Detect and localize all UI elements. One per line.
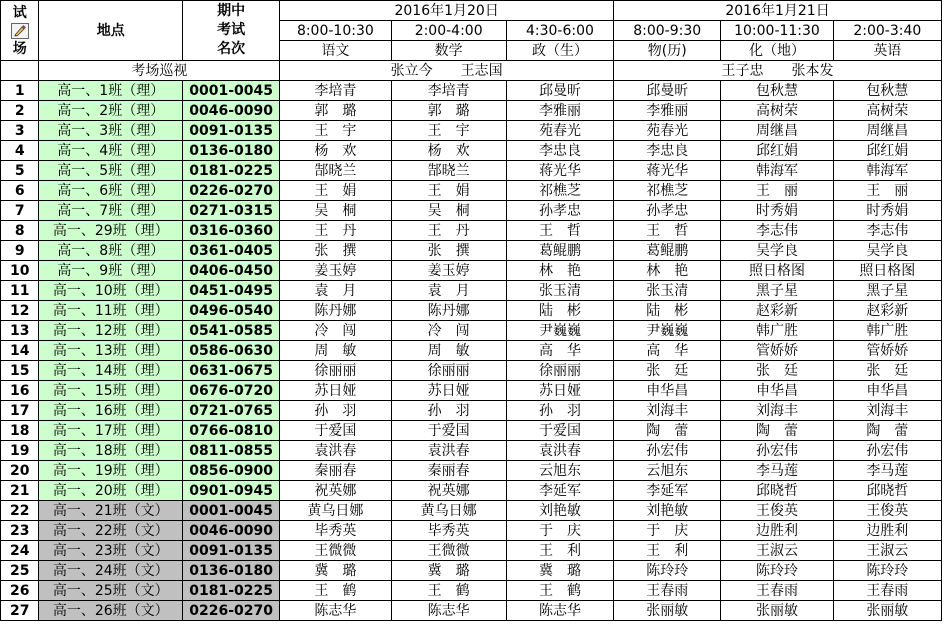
class-location: 高一、26班（文）: [39, 601, 183, 621]
proctor-name: 周 敏: [280, 341, 391, 361]
proctor-name: 苑春光: [506, 121, 613, 141]
room-number: 3: [1, 121, 39, 141]
proctor-name: 王春雨: [833, 581, 941, 601]
subject-header: 化（地）: [721, 41, 833, 61]
proctor-name: 陈丹娜: [391, 301, 506, 321]
rank-range: 0451-0495: [183, 281, 280, 301]
time-slot: 8:00-10:30: [280, 21, 391, 41]
exam-room-header-cell: [1, 1, 39, 61]
proctor-name: 苏日娅: [280, 381, 391, 401]
room-number: 7: [1, 201, 39, 221]
patrol-day2: 王子忠 张本发: [614, 61, 942, 81]
proctor-name: 高树荣: [833, 101, 941, 121]
table-row: [1, 181, 942, 201]
room-number: 5: [1, 161, 39, 181]
proctor-name: 孙宏伟: [614, 441, 721, 461]
proctor-name: 郭 璐: [280, 101, 391, 121]
class-location: 高一、17班（理）: [39, 421, 183, 441]
proctor-name: 黑子星: [833, 281, 941, 301]
proctor-name: 陈志华: [280, 601, 391, 621]
proctor-name: 苏日娅: [391, 381, 506, 401]
proctor-name: 于爱国: [391, 421, 506, 441]
proctor-name: 袁洪春: [280, 441, 391, 461]
proctor-name: 冀 璐: [391, 561, 506, 581]
table-row: [1, 301, 942, 321]
class-location: 高一、10班（理）: [39, 281, 183, 301]
proctor-name: 王 鹤: [506, 581, 613, 601]
class-location: 高一、6班（理）: [39, 181, 183, 201]
class-location: 高一、12班（理）: [39, 321, 183, 341]
proctor-name: 徐丽丽: [506, 361, 613, 381]
room-number: 9: [1, 241, 39, 261]
rank-range: 0136-0180: [183, 141, 280, 161]
proctor-name: 葛鲲鹏: [614, 241, 721, 261]
proctor-name: 李志伟: [721, 221, 833, 241]
proctor-name: 申华昌: [833, 381, 941, 401]
proctor-name: 高 华: [614, 341, 721, 361]
proctor-name: 郜晓兰: [280, 161, 391, 181]
proctor-name: 周继昌: [721, 121, 833, 141]
table-row: [1, 221, 942, 241]
proctor-name: 李延军: [506, 481, 613, 501]
proctor-name: 陈玲玲: [721, 561, 833, 581]
proctor-name: 邱曼昕: [506, 81, 613, 101]
proctor-name: 王 丹: [280, 221, 391, 241]
proctor-name: 王 利: [614, 541, 721, 561]
proctor-name: 陈玲玲: [614, 561, 721, 581]
time-slot: 2:00-3:40: [833, 21, 941, 41]
proctor-name: 张丽敏: [721, 601, 833, 621]
room-number: 23: [1, 521, 39, 541]
proctor-name: 周 敏: [391, 341, 506, 361]
proctor-name: 祁樵芝: [506, 181, 613, 201]
proctor-name: 王微微: [280, 541, 391, 561]
table-row: [1, 481, 942, 501]
table-row: [1, 141, 942, 161]
midterm-label: 期中: [217, 3, 246, 19]
class-location: 高一、9班（理）: [39, 261, 183, 281]
proctor-name: 王 鹤: [280, 581, 391, 601]
room-number: 8: [1, 221, 39, 241]
rank-range: 0721-0765: [183, 401, 280, 421]
class-location: 高一、11班（理）: [39, 301, 183, 321]
class-location: 高一、13班（理）: [39, 341, 183, 361]
class-location: 高一、15班（理）: [39, 381, 183, 401]
room-number: 20: [1, 461, 39, 481]
table-row: [1, 261, 942, 281]
proctor-name: 秦丽春: [391, 461, 506, 481]
proctor-name: 邱红娟: [721, 141, 833, 161]
class-location: 高一、21班（文）: [39, 501, 183, 521]
proctor-name: 蒋光华: [506, 161, 613, 181]
proctor-name: 张 撰: [280, 241, 391, 261]
proctor-name: 邱晓哲: [721, 481, 833, 501]
proctor-name: 张玉清: [614, 281, 721, 301]
rank-range: 0091-0135: [183, 121, 280, 141]
pen-icon: [11, 23, 29, 39]
proctor-name: 冀 璐: [506, 561, 613, 581]
blank-cell: [1, 61, 39, 81]
proctor-name: 张 廷: [614, 361, 721, 381]
proctor-name: 王微微: [391, 541, 506, 561]
proctor-name: 王 宇: [391, 121, 506, 141]
rank-range: 0136-0180: [183, 561, 280, 581]
proctor-name: 尹巍巍: [614, 321, 721, 341]
proctor-name: 王 娟: [391, 181, 506, 201]
proctor-name: 邱晓哲: [833, 481, 941, 501]
proctor-name: 陶 蕾: [721, 421, 833, 441]
table-row: [1, 521, 942, 541]
proctor-name: 李培青: [391, 81, 506, 101]
table-row: [1, 201, 942, 221]
class-location: 高一、20班（理）: [39, 481, 183, 501]
proctor-name: 徐丽丽: [391, 361, 506, 381]
proctor-name: 姜玉婷: [280, 261, 391, 281]
rank-range: 0631-0675: [183, 361, 280, 381]
table-row: [1, 161, 942, 181]
rank-range: 0541-0585: [183, 321, 280, 341]
subject-header: 英语: [833, 41, 941, 61]
proctor-name: 王 哲: [506, 221, 613, 241]
table-row: [1, 421, 942, 441]
time-slot: 8:00-9:30: [614, 21, 721, 41]
proctor-name: 王俊英: [833, 501, 941, 521]
proctor-name: 韩海军: [833, 161, 941, 181]
proctor-name: 苑春光: [614, 121, 721, 141]
proctor-name: 云旭东: [614, 461, 721, 481]
class-location: 高一、7班（理）: [39, 201, 183, 221]
proctor-name: 葛鲲鹏: [506, 241, 613, 261]
proctor-name: 刘海丰: [721, 401, 833, 421]
class-location: 高一、4班（理）: [39, 141, 183, 161]
proctor-name: 于爱国: [506, 421, 613, 441]
rank-range: 0586-0630: [183, 341, 280, 361]
exam-label: 考试: [217, 22, 246, 38]
rank-range: 0496-0540: [183, 301, 280, 321]
subject-header: 物(历): [614, 41, 721, 61]
class-location: 高一、16班（理）: [39, 401, 183, 421]
time-slot: 2:00-4:00: [391, 21, 506, 41]
proctor-name: 刘艳敏: [506, 501, 613, 521]
proctor-name: 于 庆: [506, 521, 613, 541]
table-row: [1, 241, 942, 261]
rank-label: 名次: [217, 41, 246, 57]
room-number: 15: [1, 361, 39, 381]
room-number: 27: [1, 601, 39, 621]
proctor-name: 祝英娜: [280, 481, 391, 501]
proctor-name: 王 哲: [614, 221, 721, 241]
proctor-name: 袁洪春: [391, 441, 506, 461]
proctor-name: 刘艳敏: [614, 501, 721, 521]
proctor-name: 云旭东: [506, 461, 613, 481]
proctor-name: 管娇娇: [721, 341, 833, 361]
proctor-name: 高树荣: [721, 101, 833, 121]
proctor-name: 蒋光华: [614, 161, 721, 181]
proctor-name: 吴学良: [721, 241, 833, 261]
proctor-name: 陶 蕾: [614, 421, 721, 441]
room-number: 18: [1, 421, 39, 441]
table-row: [1, 561, 942, 581]
proctor-name: 徐丽丽: [280, 361, 391, 381]
exam-room-label-bottom: 场: [12, 40, 27, 57]
room-number: 14: [1, 341, 39, 361]
proctor-name: 韩广胜: [833, 321, 941, 341]
class-location: 高一、18班（理）: [39, 441, 183, 461]
proctor-name: 林 艳: [506, 261, 613, 281]
table-row: [1, 441, 942, 461]
proctor-name: 祝英娜: [391, 481, 506, 501]
proctor-name: 杨 欢: [280, 141, 391, 161]
proctor-name: 李马莲: [721, 461, 833, 481]
proctor-name: 冷 闯: [391, 321, 506, 341]
rank-range: 0181-0225: [183, 581, 280, 601]
time-slot: 10:00-11:30: [721, 21, 833, 41]
rank-range: 0811-0855: [183, 441, 280, 461]
table-row: [1, 281, 942, 301]
room-number: 1: [1, 81, 39, 101]
proctor-name: 张 撰: [391, 241, 506, 261]
proctor-name: 王 丹: [391, 221, 506, 241]
proctor-name: 李马莲: [833, 461, 941, 481]
class-location: 高一、14班（理）: [39, 361, 183, 381]
class-location: 高一、8班（理）: [39, 241, 183, 261]
proctor-name: 周继昌: [833, 121, 941, 141]
rank-range: 0226-0270: [183, 601, 280, 621]
proctor-name: 李雅丽: [614, 101, 721, 121]
proctor-name: 陈志华: [391, 601, 506, 621]
proctor-name: 王 宇: [280, 121, 391, 141]
subject-header: 政（生）: [506, 41, 613, 61]
table-row: [1, 501, 942, 521]
proctor-name: 张 廷: [721, 361, 833, 381]
proctor-name: 赵彩新: [721, 301, 833, 321]
proctor-name: 王俊英: [721, 501, 833, 521]
proctor-name: 孙宏伟: [721, 441, 833, 461]
class-location: 高一、29班（理）: [39, 221, 183, 241]
proctor-name: 李忠良: [506, 141, 613, 161]
proctor-name: 毕秀英: [280, 521, 391, 541]
proctor-name: 陈玲玲: [833, 561, 941, 581]
proctor-name: 于爱国: [280, 421, 391, 441]
proctor-name: 王 丽: [833, 181, 941, 201]
place-header: 地点: [39, 1, 183, 61]
table-row: [1, 321, 942, 341]
table-row: [1, 361, 942, 381]
table-row: [1, 541, 942, 561]
subject-header: 语文: [280, 41, 391, 61]
proctor-name: 李雅丽: [506, 101, 613, 121]
rank-range: 0001-0045: [183, 81, 280, 101]
rank-range: 0046-0090: [183, 101, 280, 121]
proctor-name: 袁洪春: [506, 441, 613, 461]
proctor-name: 韩海军: [721, 161, 833, 181]
proctor-name: 孙孝忠: [506, 201, 613, 221]
proctor-name: 祁樵芝: [614, 181, 721, 201]
proctor-name: 袁 月: [280, 281, 391, 301]
proctor-name: 陆 彬: [506, 301, 613, 321]
class-location: 高一、5班（理）: [39, 161, 183, 181]
rank-range: 0676-0720: [183, 381, 280, 401]
table-row: [1, 341, 942, 361]
proctor-name: 赵彩新: [833, 301, 941, 321]
midterm-rank-header: [183, 1, 280, 61]
proctor-name: 张 廷: [833, 361, 941, 381]
proctor-name: 陈志华: [506, 601, 613, 621]
proctor-name: 黄乌日娜: [280, 501, 391, 521]
proctor-name: 时秀娟: [721, 201, 833, 221]
table-row: [1, 581, 942, 601]
proctor-name: 黄乌日娜: [391, 501, 506, 521]
proctor-name: 郭 璐: [391, 101, 506, 121]
proctor-name: 边胜利: [833, 521, 941, 541]
proctor-name: 申华昌: [614, 381, 721, 401]
proctor-name: 照日格图: [833, 261, 941, 281]
proctor-name: 张玉清: [506, 281, 613, 301]
rank-range: 0406-0450: [183, 261, 280, 281]
proctor-name: 吴学良: [833, 241, 941, 261]
proctor-name: 邱曼昕: [614, 81, 721, 101]
proctor-name: 边胜利: [721, 521, 833, 541]
proctor-name: 刘海丰: [833, 401, 941, 421]
proctor-name: 陈丹娜: [280, 301, 391, 321]
proctor-name: 管娇娇: [833, 341, 941, 361]
proctor-name: 王淑云: [833, 541, 941, 561]
proctor-name: 照日格图: [721, 261, 833, 281]
proctor-name: 申华昌: [721, 381, 833, 401]
proctor-name: 李延军: [614, 481, 721, 501]
rank-range: 0766-0810: [183, 421, 280, 441]
room-number: 17: [1, 401, 39, 421]
rank-range: 0226-0270: [183, 181, 280, 201]
table-row: [1, 121, 942, 141]
date-day1: 2016年1月20日: [280, 1, 614, 21]
proctor-name: 王 利: [506, 541, 613, 561]
table-row: [1, 601, 942, 621]
table-row: [1, 401, 942, 421]
patrol-label: 考场巡视: [39, 61, 280, 81]
room-number: 10: [1, 261, 39, 281]
exam-room-label-top: 试: [12, 4, 27, 21]
table-row: [1, 381, 942, 401]
proctor-name: 包秋慧: [721, 81, 833, 101]
proctor-name: 孙宏伟: [833, 441, 941, 461]
room-number: 25: [1, 561, 39, 581]
proctor-name: 王 娟: [280, 181, 391, 201]
proctor-name: 张丽敏: [833, 601, 941, 621]
proctor-name: 林 艳: [614, 261, 721, 281]
proctor-name: 李忠良: [614, 141, 721, 161]
proctor-name: 杨 欢: [391, 141, 506, 161]
rank-range: 0046-0090: [183, 521, 280, 541]
class-location: 高一、22班（文）: [39, 521, 183, 541]
class-location: 高一、2班（理）: [39, 101, 183, 121]
proctor-name: 孙 羽: [391, 401, 506, 421]
proctor-name: 张丽敏: [614, 601, 721, 621]
class-location: 高一、19班（理）: [39, 461, 183, 481]
proctor-name: 王淑云: [721, 541, 833, 561]
proctor-name: 袁 月: [391, 281, 506, 301]
room-number: 13: [1, 321, 39, 341]
proctor-name: 孙 羽: [280, 401, 391, 421]
proctor-name: 孙 羽: [506, 401, 613, 421]
rank-range: 0361-0405: [183, 241, 280, 261]
proctor-name: 刘海丰: [614, 401, 721, 421]
class-location: 高一、25班（文）: [39, 581, 183, 601]
rank-range: 0091-0135: [183, 541, 280, 561]
room-number: 2: [1, 101, 39, 121]
room-number: 4: [1, 141, 39, 161]
room-number: 6: [1, 181, 39, 201]
proctor-name: 孙孝忠: [614, 201, 721, 221]
proctor-name: 吴 桐: [280, 201, 391, 221]
proctor-name: 王春雨: [721, 581, 833, 601]
room-number: 19: [1, 441, 39, 461]
rank-range: 0901-0945: [183, 481, 280, 501]
proctor-name: 郜晓兰: [391, 161, 506, 181]
table-row: [1, 81, 942, 101]
class-location: 高一、3班（理）: [39, 121, 183, 141]
proctor-name: 王春雨: [614, 581, 721, 601]
proctor-name: 于 庆: [614, 521, 721, 541]
subject-header: 数学: [391, 41, 506, 61]
proctor-name: 姜玉婷: [391, 261, 506, 281]
rank-range: 0001-0045: [183, 501, 280, 521]
proctor-name: 时秀娟: [833, 201, 941, 221]
date-day2: 2016年1月21日: [614, 1, 942, 21]
time-slot: 4:30-6:00: [506, 21, 613, 41]
rank-range: 0856-0900: [183, 461, 280, 481]
rank-range: 0271-0315: [183, 201, 280, 221]
proctor-name: 陆 彬: [614, 301, 721, 321]
patrol-day1: 张立今 王志国: [280, 61, 614, 81]
room-number: 24: [1, 541, 39, 561]
table-row: [1, 461, 942, 481]
proctor-name: 冷 闯: [280, 321, 391, 341]
proctor-name: 包秋慧: [833, 81, 941, 101]
proctor-name: 王 丽: [721, 181, 833, 201]
proctor-name: 尹巍巍: [506, 321, 613, 341]
proctor-name: 黑子星: [721, 281, 833, 301]
proctor-name: 吴 桐: [391, 201, 506, 221]
proctor-name: 李培青: [280, 81, 391, 101]
class-location: 高一、23班（文）: [39, 541, 183, 561]
proctor-name: 邱红娟: [833, 141, 941, 161]
proctor-name: 苏日娅: [506, 381, 613, 401]
room-number: 22: [1, 501, 39, 521]
rank-range: 0316-0360: [183, 221, 280, 241]
rank-range: 0181-0225: [183, 161, 280, 181]
proctor-name: 陶 蕾: [833, 421, 941, 441]
proctor-name: 韩广胜: [721, 321, 833, 341]
room-number: 21: [1, 481, 39, 501]
proctor-name: 冀 璐: [280, 561, 391, 581]
room-number: 12: [1, 301, 39, 321]
proctor-name: 毕秀英: [391, 521, 506, 541]
proctor-name: 李志伟: [833, 221, 941, 241]
proctor-name: 高 华: [506, 341, 613, 361]
room-number: 16: [1, 381, 39, 401]
proctor-name: 秦丽春: [280, 461, 391, 481]
room-number: 11: [1, 281, 39, 301]
class-location: 高一、24班（文）: [39, 561, 183, 581]
table-row: [1, 101, 942, 121]
class-location: 高一、1班（理）: [39, 81, 183, 101]
proctor-name: 王 鹤: [391, 581, 506, 601]
room-number: 26: [1, 581, 39, 601]
